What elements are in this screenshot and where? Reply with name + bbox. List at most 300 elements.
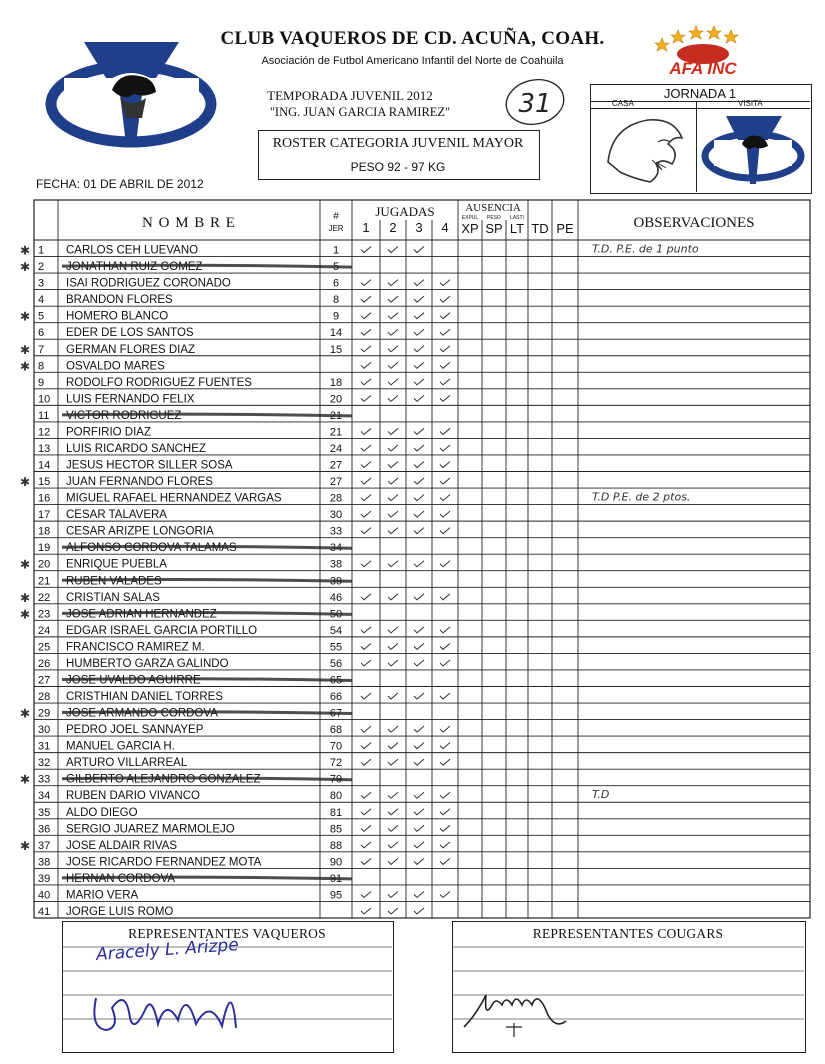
play-check — [361, 379, 371, 385]
jugadas-header: JUGADAS — [375, 204, 435, 219]
player-name: JUAN FERNANDO FLORES — [66, 476, 213, 489]
play-check — [361, 247, 371, 253]
play-check — [414, 858, 424, 864]
jersey-number: 33 — [329, 525, 343, 538]
jersey-number: 15 — [329, 343, 343, 356]
play-check — [388, 825, 398, 831]
play-check — [388, 478, 398, 484]
play-check — [388, 329, 398, 335]
ausencia-col-header: SP — [485, 221, 503, 236]
jersey-number: 55 — [329, 641, 343, 654]
play-check — [388, 395, 398, 401]
play-check — [361, 627, 371, 633]
row-number: 33 — [38, 773, 51, 786]
jugada-col-header: 1 — [362, 220, 370, 235]
player-name: CRISTHIAN DANIEL TORRES — [66, 691, 223, 704]
play-check — [440, 313, 450, 319]
row-number: 3 — [38, 277, 45, 290]
play-check — [361, 759, 371, 765]
play-check — [414, 743, 424, 749]
play-check — [388, 379, 398, 385]
play-check — [388, 660, 398, 666]
player-name: CARLOS CEH LUEVANO — [66, 244, 199, 257]
player-name: RODOLFO RODRIGUEZ FUENTES — [66, 376, 252, 389]
play-check — [361, 280, 371, 286]
row-number: 16 — [38, 492, 51, 505]
play-check — [414, 445, 424, 451]
ausencia-header: AUSENCIA — [465, 202, 521, 214]
play-check — [388, 842, 398, 848]
roster-weight: PESO 92 - 97 KG — [350, 160, 446, 174]
cougars-signature — [456, 975, 576, 1043]
jersey-number: 46 — [329, 591, 343, 604]
play-check — [361, 495, 371, 501]
jersey-number: 72 — [329, 757, 343, 770]
strike-line — [62, 613, 352, 615]
row-number: 29 — [38, 707, 51, 720]
row-number: 2 — [38, 261, 45, 274]
play-check — [388, 891, 398, 897]
strike-line — [62, 265, 352, 267]
play-check — [414, 379, 424, 385]
star-mark: ✱ — [20, 260, 31, 275]
play-check — [361, 693, 371, 699]
jersey-number: 50 — [329, 608, 343, 621]
row-number: 8 — [38, 360, 45, 373]
season-label: TEMPORADA JUVENIL 2012 — [267, 88, 433, 103]
play-check — [361, 561, 371, 567]
player-name: HERNAN CORDOVA — [66, 872, 176, 885]
row-number: 31 — [38, 740, 51, 753]
play-check — [440, 445, 450, 451]
jersey-number: 95 — [329, 889, 343, 902]
play-check — [361, 825, 371, 831]
play-check — [414, 825, 424, 831]
play-check — [388, 247, 398, 253]
play-check — [388, 313, 398, 319]
play-check — [414, 908, 424, 914]
play-check — [440, 362, 450, 368]
play-check — [414, 313, 424, 319]
play-check — [361, 296, 371, 302]
play-check — [361, 908, 371, 914]
player-name: JOSE ARMANDO CORDOVA — [66, 707, 218, 720]
play-check — [361, 511, 371, 517]
jersey-number: 54 — [329, 624, 343, 637]
play-check — [414, 247, 424, 253]
jersey-number: 56 — [329, 657, 343, 670]
jersey-number: 21 — [329, 426, 343, 439]
jersey-number: 68 — [329, 724, 343, 737]
play-check — [414, 478, 424, 484]
play-check — [414, 428, 424, 434]
player-name: CESAR ARIZPE LONGORIA — [66, 525, 214, 538]
jersey-number: 1 — [332, 244, 340, 257]
ausencia-sub-header: PESO — [487, 215, 501, 221]
pe-header: PE — [556, 221, 574, 236]
row-number: 18 — [38, 525, 51, 538]
play-check — [414, 280, 424, 286]
club-title: CLUB VAQUEROS DE CD. ACUÑA, COAH. — [220, 28, 605, 49]
player-name: JOSE UVALDO AGUIRRE — [66, 674, 201, 687]
row-number: 12 — [38, 426, 51, 439]
play-check — [388, 908, 398, 914]
jersey-number: 67 — [329, 707, 343, 720]
play-check — [388, 280, 398, 286]
vaqueros-signature — [86, 968, 256, 1040]
play-check — [440, 693, 450, 699]
play-check — [414, 495, 424, 501]
play-check — [440, 743, 450, 749]
play-check — [388, 561, 398, 567]
player-name: CRISTIAN SALAS — [66, 591, 160, 604]
row-number: 15 — [38, 476, 51, 489]
star-mark: ✱ — [20, 475, 31, 490]
row-number: 4 — [38, 294, 45, 307]
player-name: HOMERO BLANCO — [66, 310, 169, 323]
play-check — [388, 627, 398, 633]
row-number: 25 — [38, 641, 51, 654]
player-name: GILBERTO ALEJANDRO GONZALEZ — [66, 773, 261, 786]
player-name: JORGE LUIS ROMO — [66, 906, 174, 918]
strike-line — [62, 546, 352, 548]
row-number: 36 — [38, 823, 51, 836]
player-name: JOSE ADRIAN HERNANDEZ — [66, 608, 217, 621]
play-check — [414, 594, 424, 600]
row-number: 38 — [38, 856, 51, 869]
play-check — [440, 594, 450, 600]
star-mark: ✱ — [20, 342, 31, 357]
play-check — [440, 379, 450, 385]
play-check — [361, 528, 371, 534]
jersey-number: 81 — [329, 806, 343, 819]
play-check — [440, 395, 450, 401]
play-check — [414, 561, 424, 567]
play-check — [361, 428, 371, 434]
jersey-header: JER — [328, 224, 344, 233]
play-check — [388, 743, 398, 749]
play-check — [440, 627, 450, 633]
player-name: LUIS RICARDO SANCHEZ — [66, 442, 206, 455]
play-check — [414, 296, 424, 302]
play-check — [388, 809, 398, 815]
jersey-number: 90 — [329, 856, 343, 869]
player-name: ENRIQUE PUEBLA — [66, 558, 167, 571]
jersey-number: 30 — [329, 509, 343, 522]
row-number: 21 — [38, 575, 51, 588]
jersey-number: 85 — [329, 823, 343, 836]
player-name: RUBEN DARIO VIVANCO — [66, 790, 200, 803]
play-check — [388, 693, 398, 699]
player-name: ARTURO VILLARREAL — [66, 757, 188, 770]
play-check — [388, 296, 398, 302]
play-check — [440, 561, 450, 567]
star-mark: ✱ — [20, 359, 31, 374]
row-number: 19 — [38, 542, 51, 555]
play-check — [440, 462, 450, 468]
play-check — [361, 395, 371, 401]
play-check — [361, 858, 371, 864]
play-check — [414, 346, 424, 352]
vaqueros-rep-title: REPRESENTANTES VAQUEROS — [128, 926, 326, 941]
play-check — [414, 627, 424, 633]
jersey-number: 18 — [329, 376, 343, 389]
td-header: TD — [531, 221, 549, 236]
ausencia-col-header: LT — [509, 221, 525, 236]
player-name: HUMBERTO GARZA GALINDO — [66, 657, 229, 670]
row-number: 9 — [38, 376, 45, 389]
play-check — [440, 428, 450, 434]
player-name: MANUEL GARCIA H. — [66, 740, 175, 753]
jersey-number: 34 — [329, 542, 343, 555]
row-number: 28 — [38, 691, 51, 704]
row-number: 20 — [38, 558, 51, 571]
play-check — [361, 809, 371, 815]
play-check — [414, 842, 424, 848]
star-mark: ✱ — [20, 607, 31, 622]
player-name: CESAR TALAVERA — [66, 509, 167, 522]
observation-note: T.D — [592, 788, 610, 802]
date-label: FECHA: 01 DE ABRIL DE 2012 — [36, 177, 204, 191]
play-check — [440, 891, 450, 897]
row-number: 24 — [38, 624, 51, 637]
play-check — [440, 809, 450, 815]
observation-note: T.D. P.E. de 1 punto — [592, 242, 699, 256]
play-check — [440, 478, 450, 484]
circled-number: 31 — [518, 89, 552, 119]
strike-line — [62, 877, 352, 879]
play-check — [361, 842, 371, 848]
player-name: BRANDON FLORES — [66, 294, 173, 307]
play-check — [361, 329, 371, 335]
jugada-col-header: 4 — [441, 220, 449, 235]
row-number: 26 — [38, 657, 51, 670]
jersey-number: 20 — [329, 393, 343, 406]
play-check — [440, 643, 450, 649]
player-name: JONATHAN RUIZ GOMEZ — [66, 261, 203, 274]
jersey-number: 65 — [329, 674, 343, 687]
player-name: GERMAN FLORES DIAZ — [66, 343, 196, 356]
row-number: 41 — [38, 906, 51, 918]
player-name: PORFIRIO DIAZ — [66, 426, 151, 439]
observation-note: T.D P.E. de 2 ptos. — [592, 490, 691, 504]
play-check — [388, 792, 398, 798]
play-check — [361, 346, 371, 352]
jersey-number: 8 — [332, 294, 340, 307]
play-check — [361, 792, 371, 798]
jersey-number: 21 — [329, 409, 343, 422]
play-check — [414, 891, 424, 897]
play-check — [388, 346, 398, 352]
play-check — [361, 891, 371, 897]
play-check — [414, 759, 424, 765]
player-name: OSVALDO MARES — [66, 360, 165, 373]
row-number: 39 — [38, 872, 51, 885]
play-check — [440, 511, 450, 517]
row-number: 35 — [38, 806, 51, 819]
player-name: RUBEN VALADES — [66, 575, 162, 588]
star-mark: ✱ — [20, 838, 31, 853]
row-number: 17 — [38, 509, 51, 522]
play-check — [361, 743, 371, 749]
jersey-header-symbol: # — [333, 211, 339, 222]
jersey-number: 27 — [329, 459, 343, 472]
play-check — [361, 362, 371, 368]
jersey-number: 70 — [329, 740, 343, 753]
cougars-rep-title: REPRESENTANTES COUGARS — [532, 926, 724, 941]
play-check — [388, 726, 398, 732]
row-number: 5 — [38, 310, 45, 323]
play-check — [414, 395, 424, 401]
play-check — [414, 511, 424, 517]
player-name: EDER DE LOS SANTOS — [66, 327, 194, 340]
player-name: MIGUEL RAFAEL HERNANDEZ VARGAS — [66, 492, 282, 505]
vaqueros-rep-name: Aracely L. Arizpe — [95, 935, 240, 965]
play-check — [388, 759, 398, 765]
play-check — [361, 643, 371, 649]
star-mark: ✱ — [20, 772, 31, 787]
row-number: 34 — [38, 790, 51, 803]
jersey-number: 91 — [329, 872, 343, 885]
play-check — [414, 809, 424, 815]
jugada-col-header: 3 — [415, 220, 423, 235]
play-check — [388, 594, 398, 600]
association-name: Asociación de Futbol Americano Infantil del Norte de Coahuila — [261, 55, 564, 67]
strike-line — [62, 579, 352, 581]
jornada-title: JORNADA 1 — [663, 86, 737, 101]
visita-label: VISITA — [738, 99, 763, 108]
casa-label: CASA — [612, 99, 634, 108]
jersey-number: 5 — [332, 261, 340, 274]
player-name: JOSE ALDAIR RIVAS — [66, 839, 177, 852]
strike-line — [62, 778, 352, 780]
player-name: MARIO VERA — [66, 889, 139, 902]
play-check — [361, 594, 371, 600]
play-check — [414, 726, 424, 732]
player-name: LUIS FERNANDO FELIX — [66, 393, 195, 406]
row-number: 10 — [38, 393, 51, 406]
play-check — [440, 329, 450, 335]
play-check — [361, 478, 371, 484]
play-check — [414, 528, 424, 534]
play-check — [414, 329, 424, 335]
player-name: ALDO DIEGO — [66, 806, 138, 819]
player-name: SERGIO JUAREZ MARMOLEJO — [66, 823, 235, 836]
play-check — [388, 428, 398, 434]
strike-line — [62, 712, 352, 714]
row-number: 7 — [38, 343, 45, 356]
player-name: FRANCISCO RAMIREZ M. — [66, 641, 205, 654]
play-check — [361, 445, 371, 451]
player-name: ISAI RODRIGUEZ CORONADO — [66, 277, 231, 290]
row-number: 37 — [38, 839, 51, 852]
row-number: 27 — [38, 674, 51, 687]
row-number: 23 — [38, 608, 51, 621]
play-check — [440, 280, 450, 286]
jersey-number: 27 — [329, 476, 343, 489]
row-number: 40 — [38, 889, 51, 902]
jugada-col-header: 2 — [389, 220, 397, 235]
play-check — [388, 528, 398, 534]
play-check — [440, 296, 450, 302]
roster-title: ROSTER CATEGORIA JUVENIL MAYOR — [272, 136, 524, 151]
play-check — [440, 660, 450, 666]
player-name: JESUS HECTOR SILLER SOSA — [66, 459, 233, 472]
play-check — [414, 660, 424, 666]
row-number: 13 — [38, 442, 51, 455]
jersey-number: 39 — [329, 575, 343, 588]
play-check — [440, 858, 450, 864]
player-name: EDGAR ISRAEL GARCIA PORTILLO — [66, 624, 258, 637]
star-mark: ✱ — [20, 557, 31, 572]
jersey-number: 6 — [332, 277, 340, 290]
star-mark: ✱ — [20, 243, 31, 258]
star-mark: ✱ — [20, 309, 31, 324]
jersey-number: 66 — [329, 691, 343, 704]
jersey-number: 14 — [329, 327, 343, 340]
player-name: PEDRO JOEL SANNAYEP — [66, 724, 204, 737]
jersey-number: 24 — [329, 442, 343, 455]
ausencia-col-header: XP — [461, 221, 479, 236]
play-check — [414, 693, 424, 699]
jersey-number: 79 — [329, 773, 343, 786]
play-check — [361, 726, 371, 732]
play-check — [361, 660, 371, 666]
play-check — [388, 511, 398, 517]
play-check — [414, 362, 424, 368]
row-number: 30 — [38, 724, 51, 737]
play-check — [440, 495, 450, 501]
player-name: ALFONSO CORDOVA TALAMAS — [66, 542, 237, 555]
jersey-number: 38 — [329, 558, 343, 571]
play-check — [440, 825, 450, 831]
play-check — [440, 759, 450, 765]
name-header: N O M B R E — [142, 215, 236, 231]
row-number: 32 — [38, 757, 51, 770]
play-check — [388, 858, 398, 864]
row-number: 14 — [38, 459, 51, 472]
row-number: 6 — [38, 327, 45, 340]
play-check — [414, 792, 424, 798]
row-number: 22 — [38, 591, 51, 604]
jersey-number: 28 — [329, 492, 343, 505]
player-name: VICTOR RODRIGUEZ — [66, 409, 182, 422]
play-check — [388, 462, 398, 468]
play-check — [440, 842, 450, 848]
play-check — [440, 528, 450, 534]
play-check — [388, 362, 398, 368]
play-check — [361, 313, 371, 319]
play-check — [361, 462, 371, 468]
star-mark: ✱ — [20, 590, 31, 605]
play-check — [440, 726, 450, 732]
player-name: JOSE RICARDO FERNANDEZ MOTA — [66, 856, 262, 869]
ausencia-sub-header: LASTI — [510, 215, 524, 221]
ausencia-sub-header: EXPUL — [461, 215, 479, 221]
strike-line — [62, 414, 352, 416]
play-check — [388, 445, 398, 451]
play-check — [440, 346, 450, 352]
play-check — [388, 495, 398, 501]
observaciones-header: OBSERVACIONES — [633, 215, 755, 231]
play-check — [414, 462, 424, 468]
play-check — [414, 643, 424, 649]
row-number: 11 — [38, 409, 50, 422]
row-number: 1 — [38, 244, 45, 257]
play-check — [440, 792, 450, 798]
strike-line — [62, 679, 352, 681]
honoree-label: "ING. JUAN GARCIA RAMIREZ" — [269, 105, 451, 119]
